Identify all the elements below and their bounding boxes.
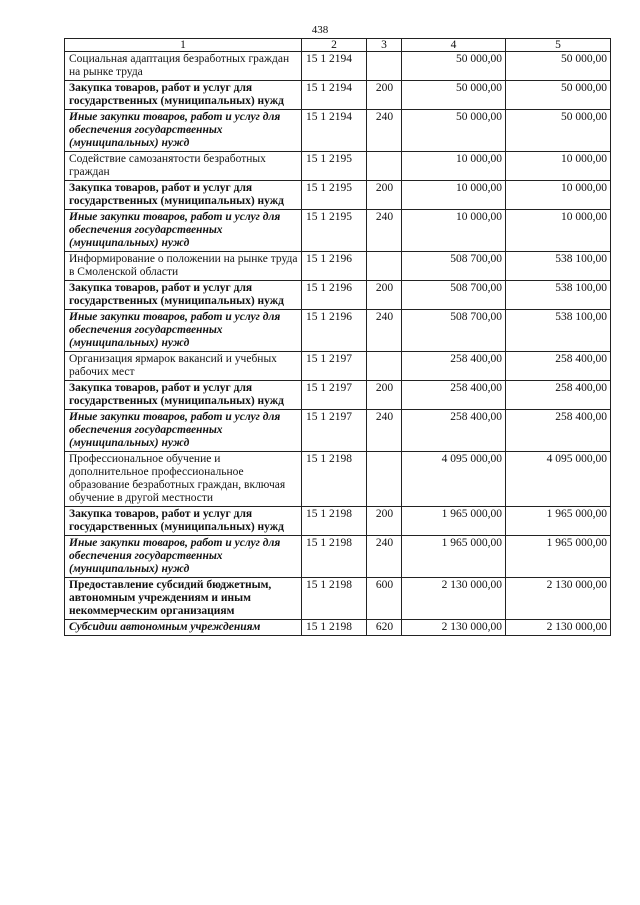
row-code-cell: 15 1 2194 xyxy=(302,110,367,152)
row-code-cell: 15 1 2197 xyxy=(302,381,367,410)
row-amount-year2-cell: 258 400,00 xyxy=(506,352,611,381)
row-name-cell: Закупка товаров, работ и услуг для государственных (муниципальных) нужд xyxy=(65,507,302,536)
table-row xyxy=(65,210,611,252)
row-expense-type-cell: 200 xyxy=(367,181,402,210)
table-row xyxy=(65,281,611,310)
row-name-cell: Иные закупки товаров, работ и услуг для обеспечения государственных (муниципальных) нужд xyxy=(65,110,302,152)
header-col-1: 1 xyxy=(65,39,302,52)
row-amount-year1-cell: 50 000,00 xyxy=(402,110,506,152)
row-amount-year1-cell: 10 000,00 xyxy=(402,181,506,210)
row-amount-year2-cell: 10 000,00 xyxy=(506,152,611,181)
row-name-cell: Иные закупки товаров, работ и услуг для обеспечения государственных (муниципальных) нужд xyxy=(65,410,302,452)
table-row xyxy=(65,310,611,352)
row-code-cell: 15 1 2194 xyxy=(302,52,367,81)
row-amount-year1-cell: 1 965 000,00 xyxy=(402,536,506,578)
row-code-cell: 15 1 2197 xyxy=(302,352,367,381)
row-code-cell: 15 1 2194 xyxy=(302,81,367,110)
row-amount-year1-cell: 258 400,00 xyxy=(402,352,506,381)
row-code-cell: 15 1 2197 xyxy=(302,410,367,452)
table-row xyxy=(65,52,611,81)
row-amount-year1-cell: 50 000,00 xyxy=(402,52,506,81)
row-amount-year1-cell: 2 130 000,00 xyxy=(402,578,506,620)
row-amount-year2-cell: 538 100,00 xyxy=(506,281,611,310)
row-amount-year2-cell: 10 000,00 xyxy=(506,210,611,252)
row-name-cell: Социальная адаптация безработных граждан на рынке труда xyxy=(65,52,302,81)
row-code-cell: 15 1 2195 xyxy=(302,210,367,252)
row-code-cell: 15 1 2195 xyxy=(302,152,367,181)
row-amount-year1-cell: 4 095 000,00 xyxy=(402,452,506,507)
row-expense-type-cell xyxy=(367,52,402,81)
row-amount-year2-cell: 50 000,00 xyxy=(506,81,611,110)
row-amount-year2-cell: 1 965 000,00 xyxy=(506,507,611,536)
table-row xyxy=(65,181,611,210)
row-name-cell: Иные закупки товаров, работ и услуг для обеспечения государственных (муниципальных) нужд xyxy=(65,210,302,252)
row-name-cell: Закупка товаров, работ и услуг для государственных (муниципальных) нужд xyxy=(65,181,302,210)
row-code-cell: 15 1 2195 xyxy=(302,181,367,210)
row-amount-year1-cell: 508 700,00 xyxy=(402,252,506,281)
row-amount-year1-cell: 50 000,00 xyxy=(402,81,506,110)
row-amount-year1-cell: 508 700,00 xyxy=(402,281,506,310)
row-code-cell: 15 1 2196 xyxy=(302,252,367,281)
row-expense-type-cell: 240 xyxy=(367,310,402,352)
row-name-cell: Закупка товаров, работ и услуг для государственных (муниципальных) нужд xyxy=(65,281,302,310)
budget-table xyxy=(64,38,611,636)
row-expense-type-cell xyxy=(367,252,402,281)
row-amount-year2-cell: 538 100,00 xyxy=(506,310,611,352)
row-amount-year2-cell: 10 000,00 xyxy=(506,181,611,210)
row-expense-type-cell xyxy=(367,352,402,381)
row-name-cell: Предоставление субсидий бюджетным, автономным учреждениям и иным некоммерческим организациям xyxy=(65,578,302,620)
row-code-cell: 15 1 2198 xyxy=(302,452,367,507)
table-row xyxy=(65,578,611,620)
header-col-3: 3 xyxy=(367,39,402,52)
row-code-cell: 15 1 2198 xyxy=(302,620,367,636)
row-expense-type-cell: 600 xyxy=(367,578,402,620)
table-row xyxy=(65,507,611,536)
table-row xyxy=(65,352,611,381)
row-amount-year1-cell: 10 000,00 xyxy=(402,152,506,181)
table-row xyxy=(65,452,611,507)
row-name-cell: Иные закупки товаров, работ и услуг для обеспечения государственных (муниципальных) нужд xyxy=(65,536,302,578)
row-expense-type-cell: 200 xyxy=(367,507,402,536)
header-col-2: 2 xyxy=(302,39,367,52)
header-col-5: 5 xyxy=(506,39,611,52)
page-number: 438 xyxy=(311,24,329,36)
row-amount-year1-cell: 10 000,00 xyxy=(402,210,506,252)
row-name-cell: Информирование о положении на рынке труда в Смоленской области xyxy=(65,252,302,281)
row-amount-year2-cell: 2 130 000,00 xyxy=(506,620,611,636)
table-row xyxy=(65,381,611,410)
row-name-cell: Иные закупки товаров, работ и услуг для обеспечения государственных (муниципальных) нужд xyxy=(65,310,302,352)
row-amount-year2-cell: 258 400,00 xyxy=(506,381,611,410)
row-name-cell: Закупка товаров, работ и услуг для государственных (муниципальных) нужд xyxy=(65,381,302,410)
row-expense-type-cell: 200 xyxy=(367,81,402,110)
row-amount-year1-cell: 1 965 000,00 xyxy=(402,507,506,536)
row-amount-year1-cell: 2 130 000,00 xyxy=(402,620,506,636)
row-expense-type-cell: 200 xyxy=(367,281,402,310)
header-row xyxy=(65,39,611,52)
row-amount-year2-cell: 50 000,00 xyxy=(506,52,611,81)
table-body xyxy=(65,52,611,636)
row-amount-year2-cell: 2 130 000,00 xyxy=(506,578,611,620)
table-row xyxy=(65,620,611,636)
row-expense-type-cell xyxy=(367,452,402,507)
table-row xyxy=(65,152,611,181)
table-row xyxy=(65,81,611,110)
table-row xyxy=(65,410,611,452)
row-amount-year2-cell: 4 095 000,00 xyxy=(506,452,611,507)
row-name-cell: Субсидии автономным учреждениям xyxy=(65,620,302,636)
row-amount-year2-cell: 50 000,00 xyxy=(506,110,611,152)
row-expense-type-cell xyxy=(367,152,402,181)
row-code-cell: 15 1 2196 xyxy=(302,310,367,352)
row-expense-type-cell: 240 xyxy=(367,410,402,452)
row-code-cell: 15 1 2196 xyxy=(302,281,367,310)
row-amount-year2-cell: 258 400,00 xyxy=(506,410,611,452)
row-name-cell: Содействие самозанятости безработных граждан xyxy=(65,152,302,181)
row-amount-year2-cell: 1 965 000,00 xyxy=(506,536,611,578)
row-name-cell: Закупка товаров, работ и услуг для государственных (муниципальных) нужд xyxy=(65,81,302,110)
row-code-cell: 15 1 2198 xyxy=(302,507,367,536)
row-amount-year1-cell: 258 400,00 xyxy=(402,381,506,410)
row-expense-type-cell: 240 xyxy=(367,536,402,578)
row-expense-type-cell: 200 xyxy=(367,381,402,410)
row-name-cell: Профессиональное обучение и дополнительное профессиональное образование безработных граждан, включая обучение в другой местности xyxy=(65,452,302,507)
row-amount-year1-cell: 508 700,00 xyxy=(402,310,506,352)
table-row xyxy=(65,110,611,152)
row-expense-type-cell: 240 xyxy=(367,110,402,152)
row-code-cell: 15 1 2198 xyxy=(302,536,367,578)
table-row xyxy=(65,252,611,281)
row-amount-year2-cell: 538 100,00 xyxy=(506,252,611,281)
row-name-cell: Организация ярмарок вакансий и учебных рабочих мест xyxy=(65,352,302,381)
row-code-cell: 15 1 2198 xyxy=(302,578,367,620)
row-expense-type-cell: 240 xyxy=(367,210,402,252)
row-amount-year1-cell: 258 400,00 xyxy=(402,410,506,452)
header-col-4: 4 xyxy=(402,39,506,52)
row-expense-type-cell: 620 xyxy=(367,620,402,636)
table-row xyxy=(65,536,611,578)
